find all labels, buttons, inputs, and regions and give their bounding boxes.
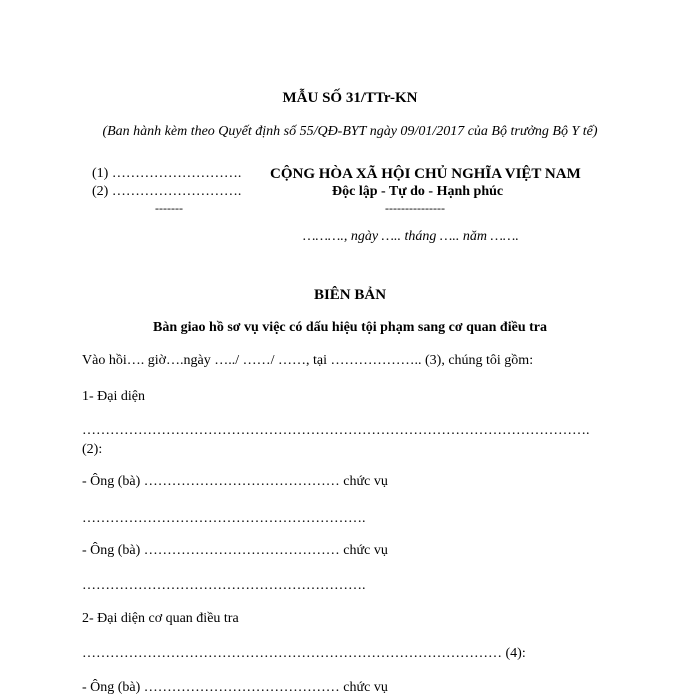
person-line-1: - Ông (bà) …………………………………… chức vụ (82, 474, 388, 489)
form-number: MẪU SỐ 31/TTr-KN (282, 90, 418, 106)
agency-line-1: (1) ………………………. (92, 166, 242, 181)
national-motto: Độc lập - Tự do - Hạnh phúc (332, 184, 504, 199)
agency-divider: ------- (155, 201, 183, 215)
document-subtitle: Bàn giao hồ sơ vụ việc có dấu hiệu tội phạm sang cơ quan điều tra (153, 320, 547, 335)
date-line: ………., ngày ….. tháng ….. năm ……. (303, 229, 519, 244)
country-name: CỘNG HÒA XÃ HỘI CHỦ NGHĨA VIỆT NAM (270, 166, 581, 182)
document-title: BIÊN BẢN (313, 287, 387, 303)
dotted-line-full-2: ……………………………………………………………………………… (4): (82, 646, 526, 661)
dotted-line-short-1: ……………………………………………………. (82, 511, 366, 526)
agency-line-2: (2) ………………………. (92, 184, 242, 199)
dotted-line-short-2: ……………………………………………………. (82, 578, 366, 593)
person-line-3: - Ông (bà) …………………………………… chức vụ (82, 680, 388, 695)
section-1-ref: (2): (82, 442, 103, 457)
section-1-heading: 1- Đại diện (82, 389, 145, 404)
issued-note: (Ban hành kèm theo Quyết định số 55/QĐ-BYT ngày 09/01/2017 của Bộ trưởng Bộ Y tế) (102, 124, 598, 139)
dotted-line-full-1: ………………………………………………………………………………………………. (82, 423, 590, 438)
opening-line: Vào hồi…. giờ….ngày …../ ……/ ……, tại ……………….. (3), chúng tôi gồm: (82, 353, 534, 368)
motto-divider: --------------- (385, 201, 445, 215)
person-line-2: - Ông (bà) …………………………………… chức vụ (82, 543, 388, 558)
section-2-heading: 2- Đại diện cơ quan điều tra (82, 611, 239, 626)
